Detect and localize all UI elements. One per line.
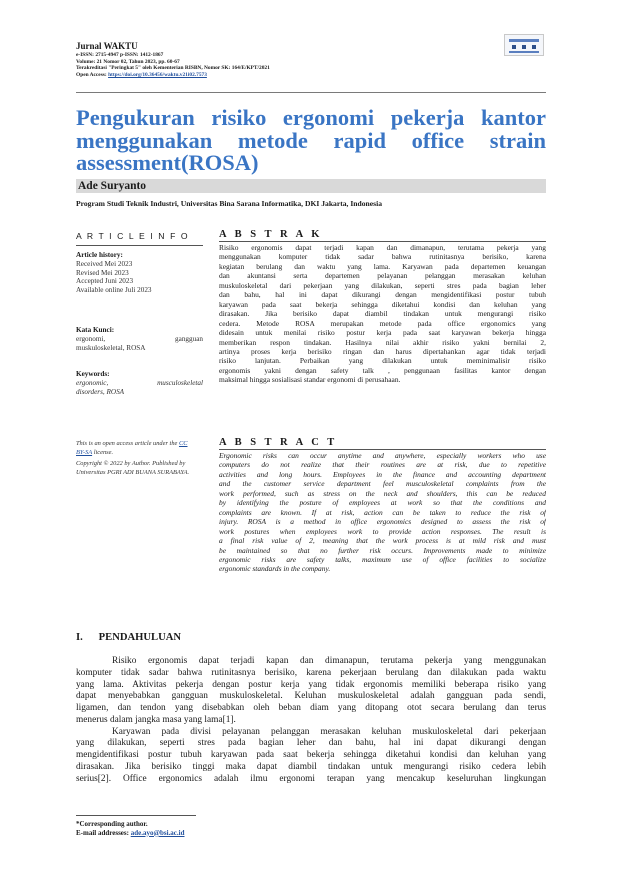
journal-name: Jurnal WAKTU — [76, 41, 138, 51]
journal-header — [76, 40, 486, 78]
abstract-line: be maintained so that no further risk occurs. Improvements made to minimize — [219, 545, 546, 555]
kata-kunci-line: muskuloskeletal, ROSA — [76, 343, 146, 352]
license-line: This is an open access article under the CC — [76, 440, 188, 447]
keywords-line: disorders, ROSA — [76, 387, 125, 396]
email-label: E-mail addresses: — [76, 828, 129, 837]
abstract-heading: A B S T R A C T — [219, 437, 338, 448]
title-line: menggunakan metode rapid office strain — [76, 127, 546, 153]
keywords-label: Keywords: — [76, 370, 110, 378]
copyright-line: Copyright © 2022 by Author. Published by — [76, 460, 186, 468]
abstract-line: Ergonomic risks can occur anytime and anywhere, especially workers who use — [219, 451, 546, 460]
email-line — [76, 829, 185, 838]
history-revised: Revised Mei 2023 — [76, 268, 129, 277]
doi-link[interactable]: https://doi.org/10.36456/waktu.v21i02.7573 — [108, 71, 207, 78]
abstrak-line: dirasakan. Jika berisiko dapat diambil tindakan untuk mengurangi risiko — [219, 309, 546, 319]
issn-line: e-ISSN: 2715-4947 p-ISSN: 1412-1867 — [76, 52, 164, 58]
kata-kunci-label: Kata Kunci: — [76, 326, 115, 334]
body-line: Karyawan pada divisi pelayanan pelanggan merasakan keluhan muskuloskeletal dari pekerjaan — [112, 726, 546, 737]
abstract-line: injury. ROSA is a method in office ergonomics designed to assess the risk of — [219, 517, 546, 527]
abstract-line: ergonomic standards in the company. — [219, 564, 331, 574]
body-line: Risiko ergonomis dapat terjadi kapan dan dimanapun, terutama pekerja yang menggunakan — [112, 656, 546, 666]
by-sa-link[interactable]: BY-SA — [76, 448, 93, 456]
affiliation: Program Studi Teknik Industri, Universitas Bina Sarana Informatika, DKI Jakarta, Indonesia — [76, 199, 382, 208]
abstrak-line: cedera. Metode ROSA merupakan metode pada office ergonomics yang — [219, 318, 546, 328]
body-line: ligamen, dan tendon yang disebabkan oleh beban diam yang ditopang otot secara berulang dan terus — [76, 703, 546, 713]
kata-kunci — [76, 326, 203, 352]
accreditation-line: Terakreditasi "Peringkat 5" oleh Kementerian RISBN, Nomor SK: 164/E/KPT/2021 — [76, 65, 270, 72]
body-line: dapat menyebabkan gangguan muskuloskeletal. Keluhan muskuloskeletal adalah gangguan pada sendi, — [76, 691, 546, 702]
abstrak-rule — [219, 241, 546, 242]
cc-link[interactable]: CC — [178, 440, 188, 447]
abstract-line: a final risk value of 2, meaning that the work process is at mild risk and must — [219, 536, 546, 546]
body-line: mengidentifikasi postur tubuh karyawan pada saat bekerja sehingga diketahui kondisi dan keluhan yang — [76, 750, 546, 760]
abstrak-line: memberikan respon tindakan. Hasilnya nilai akhir risiko yakni bernilai 2, — [219, 337, 546, 347]
section-number: I. — [76, 632, 83, 643]
abstract-line: and the customer service department feel musculoskeletal complaints from the — [219, 479, 546, 489]
article-history — [76, 251, 203, 295]
history-accepted: Accepted Juni 2023 — [76, 277, 134, 286]
abstract-line: complaints are known. If at risk, action can be taken to reduce the risk of — [219, 507, 546, 517]
open-access-line — [76, 72, 486, 79]
abstrak-line: ergonomis yakni dengan safety talk , penggunaan fasilitas kantor dengan — [219, 365, 546, 375]
history-received: Received Mei 2023 — [76, 259, 133, 268]
abstrak-line: muskuloskeletal dari pekerjaan yang dilakukan, seperti stres pada bagian leher — [219, 280, 546, 290]
abstract-line: work performed, such as stress on the neck and shoulders, this can be reduced — [219, 488, 546, 498]
article-info-heading: A R T I C L E I N F O — [76, 231, 190, 241]
history-label: Article history: — [76, 251, 123, 259]
abstract-line: ergonomic risks are safety talks, maximum use of office facilities to socialize — [219, 554, 546, 564]
title-line: Pengukuran risiko ergonomi pekerja kantor — [76, 105, 546, 130]
abstrak-line: kegiatan berulang dan waktu yang lama. Karyawan pada departemen keuangan — [219, 261, 546, 271]
abstract-body — [219, 451, 546, 574]
keywords-line: ergonomic, musculoskeletal — [76, 378, 203, 387]
section-title: PENDAHULUAN — [98, 632, 182, 643]
abstrak-line: Risiko ergonomis dapat terjadi kapan dan dimanapun, terutama pekerja yang — [219, 243, 546, 252]
abstrak-line: menggunakan komputer tidak sadar bahwa rutinitasnya berisiko, karena — [219, 252, 546, 262]
body-line: serius[2]. Office ergonomics adalah ilmu ergonomi terapan yang mencakup keseluruhan lingkungan — [76, 773, 546, 784]
abstract-line: computers do not realize that their routines are at risk, due to repetitive — [219, 460, 546, 470]
abstrak-line: maksimal hingga sosialisasi standar ergonomi di perusahaan. — [219, 375, 401, 385]
body-line: menerus dalam jangka masa yang lama[1]. — [76, 714, 236, 725]
footnote-rule — [76, 815, 196, 816]
body-line: yang dilakukan, seperti stres pada bagian leher dan bahu, hal ini dapat dikurangi dengan — [76, 738, 546, 749]
body-line: yang lama. Aktivitas pekerja dengan postur kerja yang tidak ergonomis memiliki beberapa risiko yang — [76, 679, 546, 690]
copyright-line: Universitas PGRI ADI BUANA SURABAYA. — [76, 468, 190, 476]
body-line: dirasakan. Jika berisiko tinggi maka dapat diambil tindakan untuk mengurangi risiko cedera lebih — [76, 761, 546, 772]
body-line: komputer tidak sadar bahwa rutinitasnya berisiko, karena pekerjaan berulang dan dilakukan pada waktu — [76, 667, 546, 678]
keywords — [76, 370, 203, 396]
abstrak-body — [219, 243, 546, 385]
license-line: BY-SA license. — [76, 448, 114, 456]
footnote — [76, 820, 185, 837]
abstract-line: activities and long hours. Employees in the finance and accounting department — [219, 469, 546, 479]
corresponding-author: *Corresponding author. — [76, 820, 148, 828]
title-line: assessment(ROSA) — [76, 150, 259, 175]
abstrak-line: karyawan pada saat bekerja sehingga diketahui kondisi dan keluhan yang — [219, 299, 546, 309]
journal-cover-logo — [504, 34, 544, 56]
author-name: Ade Suryanto — [78, 180, 147, 192]
history-online: Available online Juli 2023 — [76, 286, 152, 295]
article-info-rule — [76, 245, 203, 246]
abstract-rule — [219, 449, 546, 450]
abstract-line: by identifying the posture of employees at work so that the conditions and — [219, 498, 546, 508]
abstrak-line: artinya proses kerja berisiko ringan dan harus dipertahankan agar tidak terjadi — [219, 346, 546, 356]
kata-kunci-line: ergonomi, gangguan — [76, 334, 203, 343]
abstrak-line: risiko lanjutan. Perbaikan yang dilakukan untuk meminimalisir risiko — [219, 356, 546, 366]
author-bar — [76, 179, 546, 193]
abstrak-line: dan bahu, hal ini dapat dikurangi dengan mengidentifikasi postur tubuh — [219, 290, 546, 300]
section-heading — [76, 632, 181, 643]
header-rule — [76, 92, 546, 93]
article-title — [76, 107, 546, 175]
email-link[interactable]: ade.ayo@bsi.ac.id — [130, 828, 185, 837]
abstrak-line: didesain untuk menilai risiko postur kerja pada saat karyawan bekerja hingga — [219, 328, 546, 338]
volume-line: Volume: 21 Nomor 02, Tahun 2023, pp. 60-67 — [76, 58, 180, 65]
abstract-line: work postures when employees work to provide action responses. The result is — [219, 526, 546, 536]
abstrak-heading: A B S T R A K — [219, 229, 323, 240]
open-access-label: Open Access: — [76, 71, 107, 78]
intro-body — [76, 656, 546, 785]
abstrak-line: dan akuntansi serta departemen pelayanan pelanggan merasakan keluhan — [219, 271, 546, 281]
license-note — [76, 440, 203, 477]
